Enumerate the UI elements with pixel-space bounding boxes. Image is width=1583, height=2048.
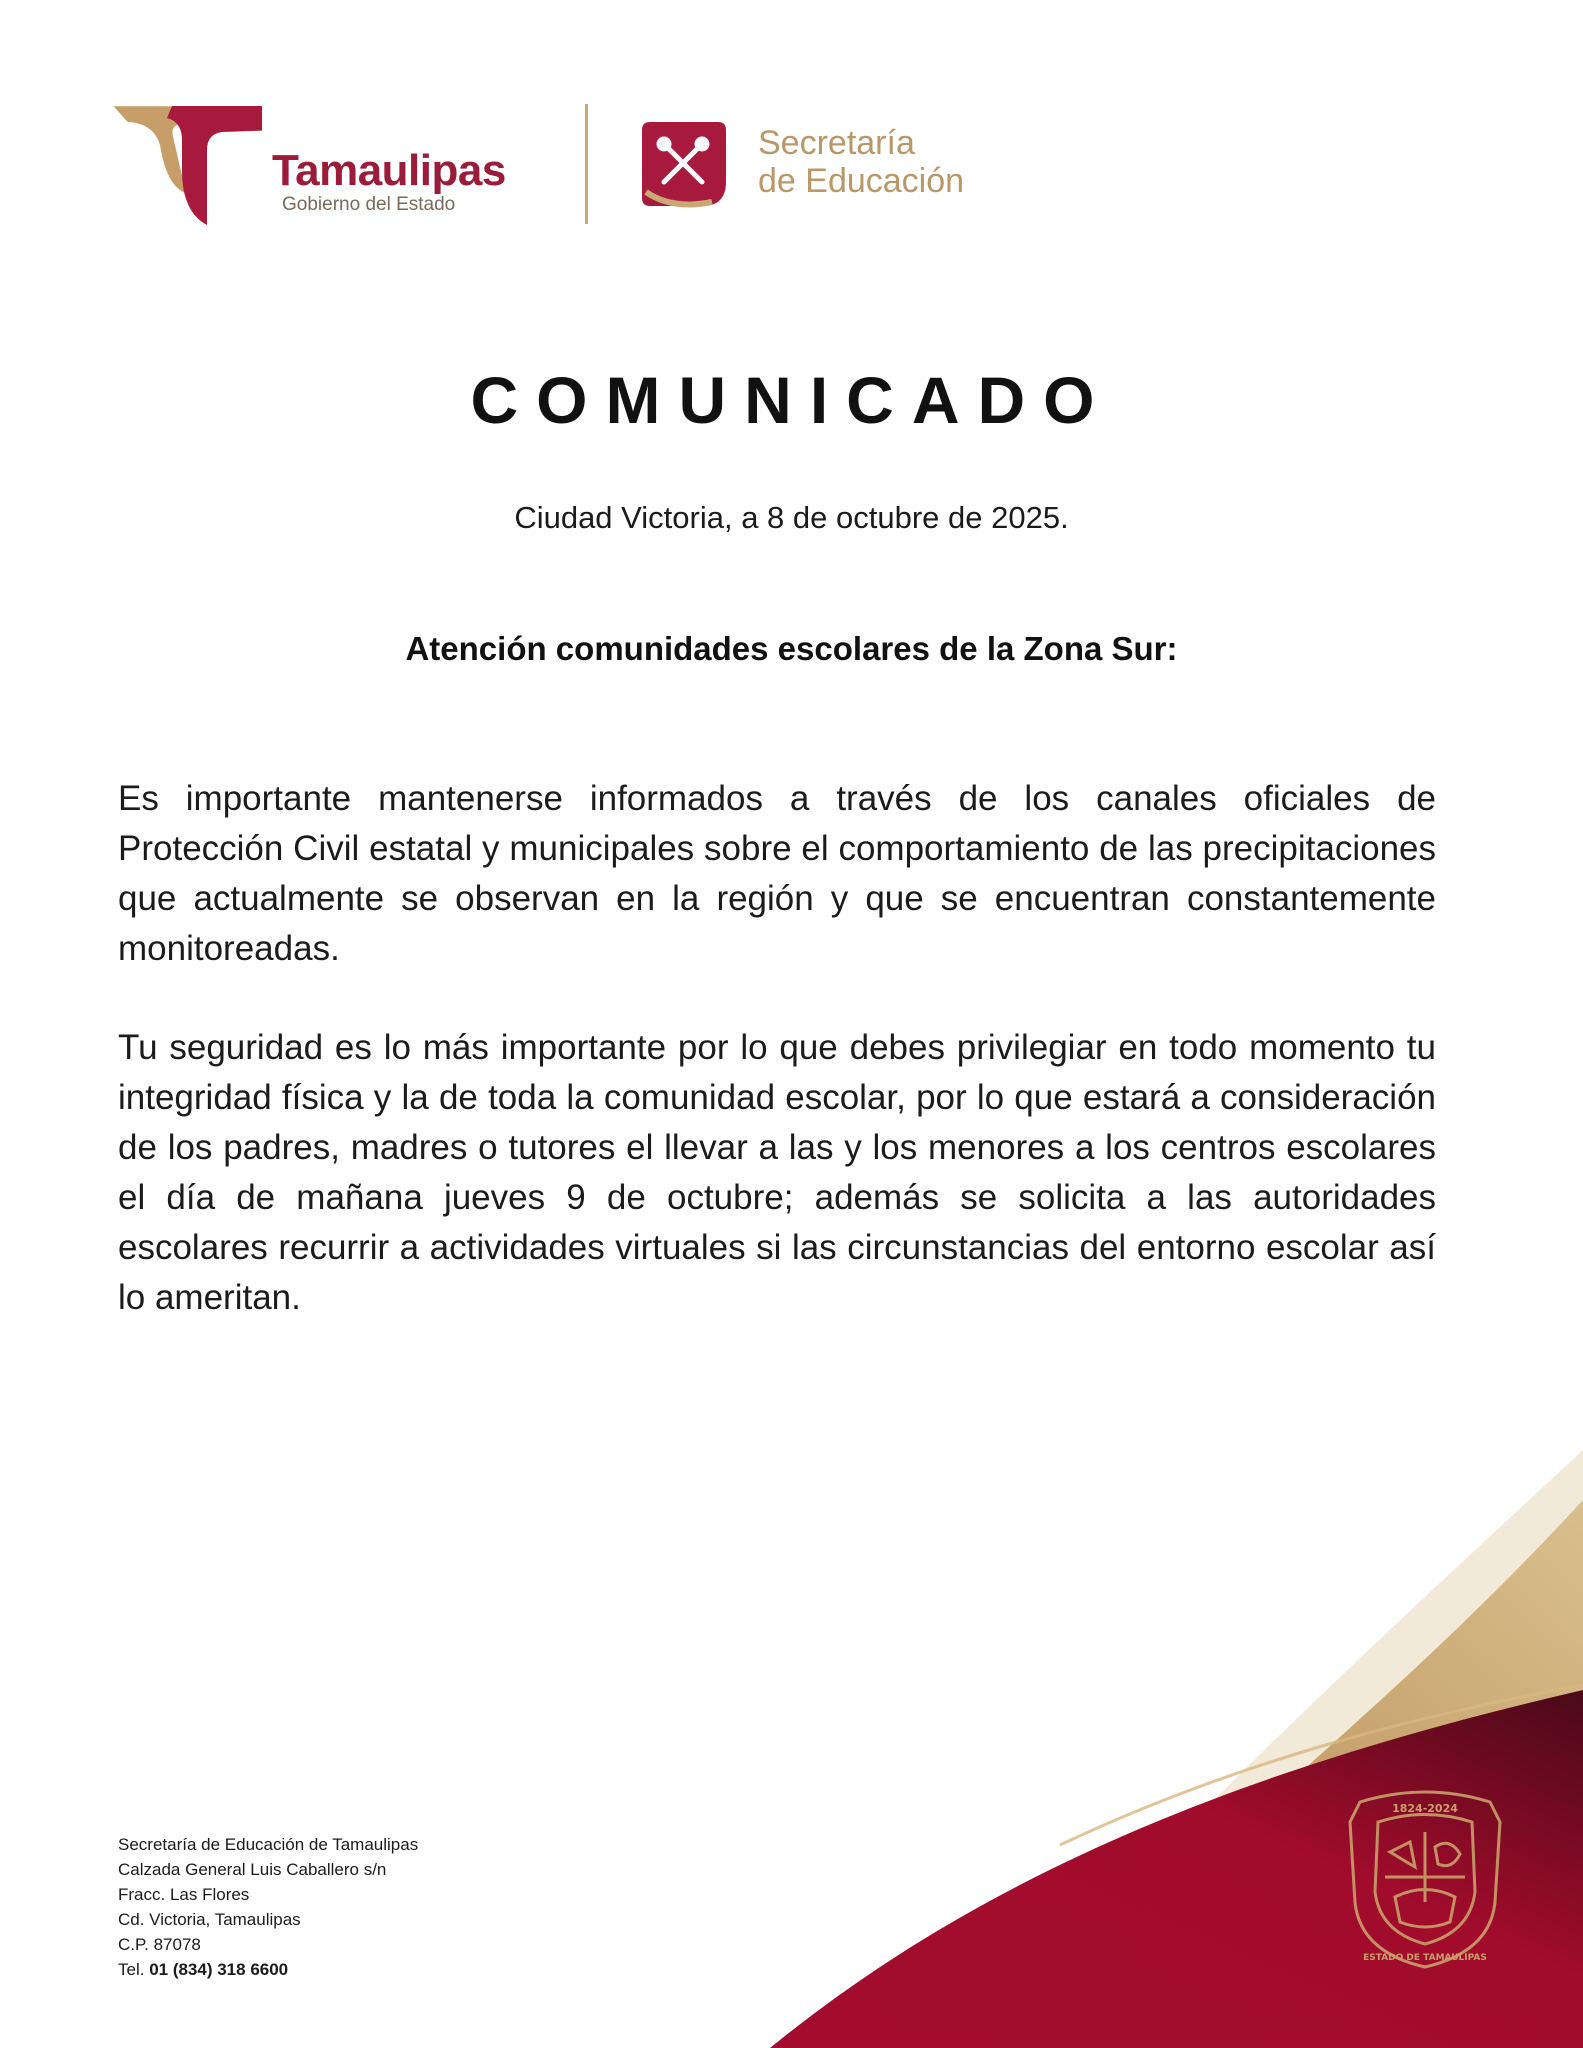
seal-years: 1824-2024	[1392, 1802, 1458, 1815]
footer-line: Fracc. Las Flores	[118, 1885, 250, 1904]
seal-name: ESTADO DE TAMAULIPAS	[1363, 1953, 1487, 1963]
footer-line: C.P. 87078	[118, 1935, 201, 1954]
header-divider	[585, 104, 588, 224]
document-date: Ciudad Victoria, a 8 de octubre de 2025.	[514, 500, 1069, 535]
body-paragraph-2: Tu seguridad es lo más importante por lo que debes privilegiar en todo momento tu integridad física y la de toda la comunidad escolar, por lo que estará a consideración de los padres, madres o tutores el llevar a las y los menores a los centros escolares el día de mañana jueves 9 de octubre; además se solicita a las autoridades escolares recurrir a actividades virtuales si las circunstancias del entorno escolar así lo ameritan.	[118, 1028, 1436, 1317]
tamaulipas-logo	[112, 100, 552, 230]
body-paragraph-1: Es importante mantenerse informados a través de los canales oficiales de Protección Civil estatal y municipales sobre el comportamiento de las precipitaciones que actualmente se observan en la región y que se encuentran constantemente monitoreadas.	[118, 779, 1436, 968]
secretaria-line1: Secretaría	[758, 124, 915, 162]
secretaria-educacion-text	[758, 124, 964, 200]
tamaulipas-name: Tamaulipas	[272, 146, 506, 195]
secretaria-line2: de Educación	[758, 162, 965, 200]
footer-phone-number: 01 (834) 318 6600	[149, 1960, 289, 1979]
footer-line: Calzada General Luis Caballero s/n	[118, 1860, 387, 1879]
tamaulipas-subtitle: Gobierno del Estado	[282, 194, 456, 215]
footer-phone-label: Tel.	[118, 1960, 150, 1979]
document-heading: Atención comunidades escolares de la Zona Sur:	[405, 630, 1178, 667]
pencil-cross-icon	[642, 122, 726, 212]
footer-line: Cd. Victoria, Tamaulipas	[118, 1910, 301, 1929]
footer-address	[118, 1832, 418, 1982]
tamaulipas-emblem-icon	[112, 100, 262, 230]
state-seal-icon	[1340, 1782, 1510, 1972]
secretaria-educacion-logo	[640, 118, 1080, 218]
footer-phone	[118, 1957, 418, 1982]
page-title: COMUNICADO	[470, 363, 1113, 437]
footer-line: Secretaría de Educación de Tamaulipas	[118, 1835, 419, 1854]
